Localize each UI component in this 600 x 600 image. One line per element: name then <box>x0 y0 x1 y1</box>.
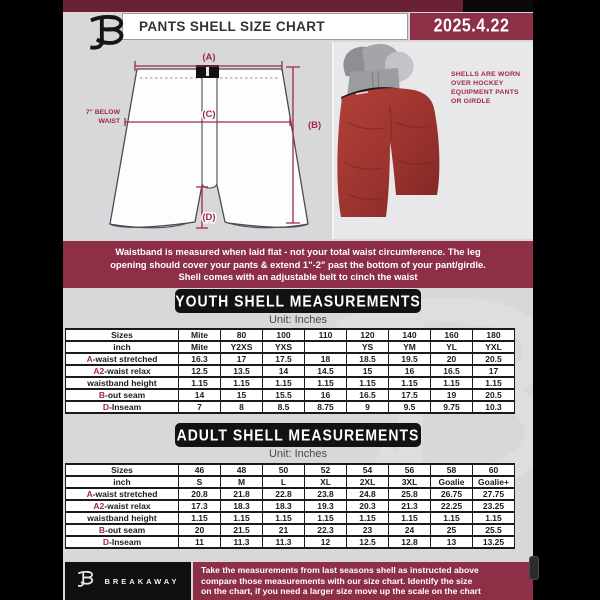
table-cell: Mite <box>179 329 221 341</box>
table-cell: 20.8 <box>179 488 221 500</box>
label-a: (A) <box>202 52 216 63</box>
page-title-text: PANTS SHELL SIZE CHART <box>139 19 326 34</box>
photo-note-line: OVER HOCKEY <box>451 80 504 87</box>
table-cell: 14 <box>263 365 305 377</box>
table-cell: 19.3 <box>305 500 347 512</box>
row-label-text: waistband height <box>87 378 157 388</box>
table-cell: 12.5 <box>179 365 221 377</box>
table-cell: 14.5 <box>305 365 347 377</box>
row-label-text: -out seam <box>104 525 146 535</box>
adult-measurements-table <box>65 463 515 549</box>
table-cell: 8.5 <box>263 401 305 413</box>
scrollbar-thumb[interactable] <box>529 556 539 580</box>
table-cell: 9.75 <box>431 401 473 413</box>
banner-line: opening should cover your pants & extend 1"-2" past the bottom of your pant/girdle. <box>110 258 486 270</box>
table-cell: 16 <box>305 389 347 401</box>
row-label <box>66 389 179 401</box>
table-cell: Goalie <box>431 476 473 488</box>
row-label-text: inch <box>113 342 131 352</box>
table-cell: 16.5 <box>347 389 389 401</box>
table-cell: 13.25 <box>473 536 515 548</box>
table-cell: 20.3 <box>347 500 389 512</box>
row-label <box>66 341 179 353</box>
row-label <box>66 512 179 524</box>
table-cell: 21.8 <box>221 488 263 500</box>
table-cell: 12 <box>305 536 347 548</box>
row-label-text: -out seam <box>104 390 146 400</box>
banner-line: Waistband is measured when laid flat - not your total waist circumference. The leg <box>115 246 481 257</box>
table-cell: YXL <box>473 341 515 353</box>
table-cell: 54 <box>347 464 389 476</box>
row-label-text: waistband height <box>87 513 157 523</box>
row-label <box>66 500 179 512</box>
table-cell: 1.15 <box>389 377 431 389</box>
table-cell: 8.75 <box>305 401 347 413</box>
table-cell: 1.15 <box>263 512 305 524</box>
table-cell: 12.8 <box>389 536 431 548</box>
table-cell: 1.15 <box>473 377 515 389</box>
shorts-outline <box>110 69 308 228</box>
table-cell: 1.15 <box>389 512 431 524</box>
row-label-text: -waist relax <box>104 366 151 376</box>
table-cell: S <box>179 476 221 488</box>
table-cell: 22.25 <box>431 500 473 512</box>
table-cell: 7 <box>179 401 221 413</box>
row-label-prefix: D <box>102 402 109 412</box>
photo-note <box>451 70 533 106</box>
table-cell: 21 <box>263 524 305 536</box>
document-page <box>63 0 533 600</box>
table-row <box>66 353 515 365</box>
table-cell: 27.75 <box>473 488 515 500</box>
photo-note-line: OR GIRDLE <box>451 98 491 105</box>
table-cell: 3XL <box>389 476 431 488</box>
row-label-prefix: A2 <box>93 366 105 376</box>
table-cell: 24 <box>389 524 431 536</box>
footer-line: Take the measurements from last seasons shell as instructed above <box>201 565 479 575</box>
table-cell: 19.5 <box>389 353 431 365</box>
table-cell: 60 <box>473 464 515 476</box>
table-cell: 25 <box>431 524 473 536</box>
table-cell: 56 <box>389 464 431 476</box>
row-label <box>66 353 179 365</box>
table-cell <box>305 341 347 353</box>
table-cell: 110 <box>305 329 347 341</box>
table-cell: 17.5 <box>263 353 305 365</box>
footer-line: on the chart, if you need a larger size move up the scale on the chart <box>201 586 481 597</box>
photo-note-line: EQUIPMENT PANTS <box>451 89 519 96</box>
measurement-instructions-banner <box>63 241 533 288</box>
svg-text:WAIST: WAIST <box>98 118 120 125</box>
brand-name: BREAKAWAY <box>104 576 180 586</box>
row-label-text: -Inseam <box>109 537 142 547</box>
table-cell: 180 <box>473 329 515 341</box>
table-cell: YL <box>431 341 473 353</box>
table-cell: 16.5 <box>431 365 473 377</box>
row-label-prefix: A <box>86 489 93 499</box>
table-cell: Goalie+ <box>473 476 515 488</box>
row-label <box>66 464 179 476</box>
table-cell: 17 <box>473 365 515 377</box>
table-cell: 23.25 <box>473 500 515 512</box>
banner-line: Shell comes with an adjustable belt to cinch the waist <box>178 271 418 283</box>
row-label-text: -waist relax <box>104 501 151 511</box>
shell-photo <box>334 42 449 239</box>
row-label <box>66 401 179 413</box>
table-cell: 2XL <box>347 476 389 488</box>
row-label <box>66 524 179 536</box>
row-label <box>66 476 179 488</box>
label-c: (C) <box>202 109 216 120</box>
table-cell: 1.15 <box>431 377 473 389</box>
row-label-prefix: A2 <box>93 501 105 511</box>
row-label <box>66 377 179 389</box>
row-label <box>66 488 179 500</box>
table-row <box>66 464 515 476</box>
table-row <box>66 500 515 512</box>
belt-buckle <box>196 65 219 78</box>
adult-section-title <box>175 423 421 447</box>
table-cell: 80 <box>221 329 263 341</box>
table-cell: 21.3 <box>389 500 431 512</box>
row-label <box>66 329 179 341</box>
table-cell: 1.15 <box>221 377 263 389</box>
row-label-text: inch <box>113 477 131 487</box>
table-cell: 15.5 <box>263 389 305 401</box>
table-cell: 18.3 <box>263 500 305 512</box>
table-row <box>66 365 515 377</box>
table-row <box>66 377 515 389</box>
row-label-prefix: D <box>102 537 109 547</box>
row-label-text: Sizes <box>111 330 133 340</box>
table-cell: 20.5 <box>473 353 515 365</box>
table-cell: 11.3 <box>263 536 305 548</box>
table-cell: L <box>263 476 305 488</box>
table-cell: 20 <box>179 524 221 536</box>
shell-shorts <box>337 88 439 217</box>
breakaway-logo-icon <box>76 570 98 592</box>
table-cell: 17 <box>221 353 263 365</box>
table-cell: 1.15 <box>347 512 389 524</box>
page-title <box>122 13 408 40</box>
table-cell: 160 <box>431 329 473 341</box>
table-cell: Mite <box>179 341 221 353</box>
youth-section-title <box>175 289 421 313</box>
row-label-text: -waist stretched <box>92 354 158 364</box>
table-row <box>66 389 515 401</box>
table-cell: 1.15 <box>179 512 221 524</box>
table-row <box>66 524 515 536</box>
label-d: (D) <box>202 212 216 223</box>
table-cell: 19 <box>431 389 473 401</box>
photo-note-line: SHELLS ARE WORN <box>451 71 521 78</box>
table-cell: 13 <box>431 536 473 548</box>
breakaway-logo-icon <box>85 13 135 61</box>
table-cell: 23 <box>347 524 389 536</box>
table-cell: 1.15 <box>305 512 347 524</box>
table-cell: 20.5 <box>473 389 515 401</box>
row-label <box>66 536 179 548</box>
table-cell: 14 <box>179 389 221 401</box>
table-cell: 50 <box>263 464 305 476</box>
table-cell: 9.5 <box>389 401 431 413</box>
table-cell: YM <box>389 341 431 353</box>
table-cell: 9 <box>347 401 389 413</box>
date-text: 2025.4.22 <box>433 16 510 36</box>
table-cell: 20 <box>431 353 473 365</box>
table-cell: 15 <box>347 365 389 377</box>
table-row <box>66 536 515 548</box>
table-row <box>66 512 515 524</box>
footer-line: compare those measurements with our size chart. Identify the size <box>201 575 473 586</box>
table-cell: 52 <box>305 464 347 476</box>
table-cell: 58 <box>431 464 473 476</box>
table-cell: M <box>221 476 263 488</box>
table-cell: YXS <box>263 341 305 353</box>
table-row <box>66 476 515 488</box>
row-label-text: -waist stretched <box>92 489 158 499</box>
footer-brand-box <box>65 562 191 600</box>
table-cell: 1.15 <box>305 377 347 389</box>
youth-unit-label: Unit: Inches <box>268 314 328 326</box>
table-row <box>66 401 515 413</box>
table-cell: YS <box>347 341 389 353</box>
table-cell: 11 <box>179 536 221 548</box>
top-corner-block <box>463 0 533 12</box>
table-cell: 15 <box>221 389 263 401</box>
table-cell: 8 <box>221 401 263 413</box>
table-cell: 23.8 <box>305 488 347 500</box>
table-cell: 16 <box>389 365 431 377</box>
table-cell: 11.3 <box>221 536 263 548</box>
table-cell: 13.5 <box>221 365 263 377</box>
table-cell: 1.15 <box>221 512 263 524</box>
waist-note <box>86 109 121 125</box>
table-cell: 25.8 <box>389 488 431 500</box>
row-label-text: -Inseam <box>109 402 142 412</box>
table-cell: XL <box>305 476 347 488</box>
shorts-measurement-diagram <box>65 44 331 242</box>
table-cell: 10.3 <box>473 401 515 413</box>
table-cell: 1.15 <box>179 377 221 389</box>
table-row <box>66 329 515 341</box>
adult-section-title-text: ADULT SHELL MEASUREMENTS <box>176 426 420 444</box>
table-cell: 17.3 <box>179 500 221 512</box>
table-row <box>66 488 515 500</box>
date-badge <box>410 13 533 40</box>
label-b: (B) <box>308 120 322 131</box>
table-cell: 18.3 <box>221 500 263 512</box>
row-label-prefix: B <box>98 525 105 535</box>
adult-unit-label: Unit: Inches <box>268 448 328 460</box>
table-cell: Y2XS <box>221 341 263 353</box>
row-label <box>66 365 179 377</box>
youth-measurements-table <box>65 328 515 414</box>
table-row <box>66 341 515 353</box>
table-cell: 1.15 <box>431 512 473 524</box>
table-cell: 25.5 <box>473 524 515 536</box>
product-photo-panel <box>332 42 533 239</box>
footer-instructions-box <box>193 562 533 600</box>
table-cell: 21.5 <box>221 524 263 536</box>
table-cell: 18 <box>305 353 347 365</box>
table-cell: 24.8 <box>347 488 389 500</box>
table-cell: 120 <box>347 329 389 341</box>
table-cell: 22.8 <box>263 488 305 500</box>
table-cell: 22.3 <box>305 524 347 536</box>
table-cell: 18.5 <box>347 353 389 365</box>
table-cell: 1.15 <box>347 377 389 389</box>
svg-text:7" BELOW: 7" BELOW <box>85 109 120 116</box>
row-label-text: Sizes <box>111 465 133 475</box>
table-cell: 48 <box>221 464 263 476</box>
table-cell: 100 <box>263 329 305 341</box>
table-cell: 46 <box>179 464 221 476</box>
youth-section-title-text: YOUTH SHELL MEASUREMENTS <box>175 292 421 310</box>
table-cell: 17.5 <box>389 389 431 401</box>
table-cell: 12.5 <box>347 536 389 548</box>
table-cell: 1.15 <box>473 512 515 524</box>
table-cell: 26.75 <box>431 488 473 500</box>
table-cell: 140 <box>389 329 431 341</box>
table-cell: 1.15 <box>263 377 305 389</box>
table-cell: 16.3 <box>179 353 221 365</box>
row-label-prefix: B <box>98 390 105 400</box>
row-label-prefix: A <box>86 354 93 364</box>
